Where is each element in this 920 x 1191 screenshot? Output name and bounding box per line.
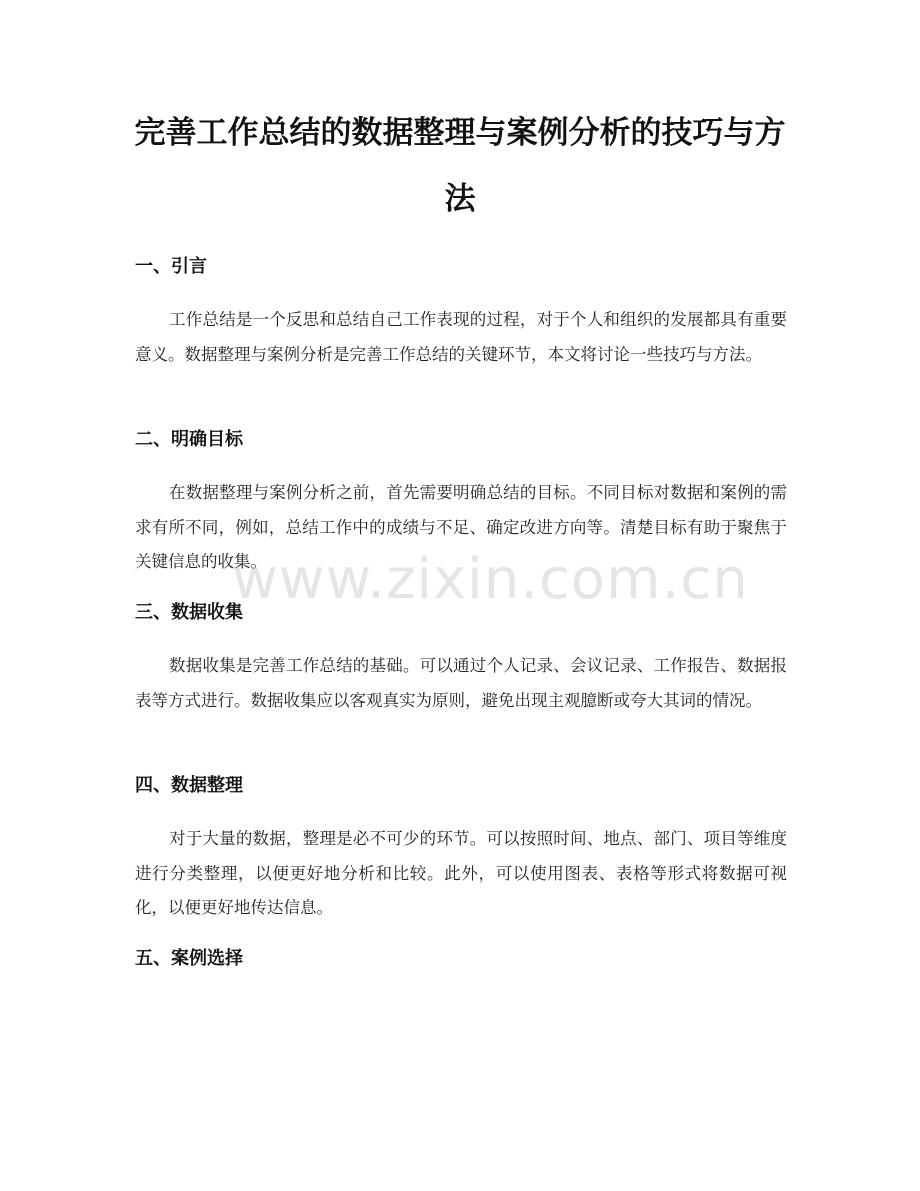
section-paragraph: 数据收集是完善工作总结的基础。可以通过个人记录、会议记录、工作报告、数据报表等方式进行。数据收集应以客观真实为原则，避免出现主观臆断或夸大其词的情况。 bbox=[135, 656, 787, 710]
section-heading: 三、数据收集 bbox=[135, 602, 243, 623]
section-introduction bbox=[135, 255, 787, 372]
section-data-collection bbox=[135, 601, 787, 718]
section-case-selection bbox=[135, 947, 787, 971]
section-paragraph: 工作总结是一个反思和总结自己工作表现的过程，对于个人和组织的发展都具有重要意义。数据整理与案例分析是完善工作总结的关键环节，本文将讨论一些技巧与方法。 bbox=[135, 310, 787, 364]
section-heading: 一、引言 bbox=[135, 256, 207, 277]
section-paragraph: 对于大量的数据，整理是必不可少的环节。可以按照时间、地点、部门、项目等维度进行分类整理，以便更好地分析和比较。此外，可以使用图表、表格等形式将数据可视化，以便更好地传达信息。 bbox=[135, 829, 787, 917]
section-heading: 四、数据整理 bbox=[135, 775, 243, 796]
section-heading: 二、明确目标 bbox=[135, 429, 243, 450]
watermark: www.zixin.com.cn bbox=[232, 547, 749, 612]
section-paragraph: 在数据整理与案例分析之前，首先需要明确总结的目标。不同目标对数据和案例的需求有所不同，例如，总结工作中的成绩与不足、确定改进方向等。清楚目标有助于聚焦于关键信息的收集。 bbox=[135, 483, 787, 571]
section-data-organization bbox=[135, 774, 787, 926]
section-heading: 五、案例选择 bbox=[135, 948, 243, 969]
section-define-goals bbox=[135, 428, 787, 580]
document-title: 完善工作总结的数据整理与案例分析的技巧与方法 bbox=[134, 115, 786, 217]
